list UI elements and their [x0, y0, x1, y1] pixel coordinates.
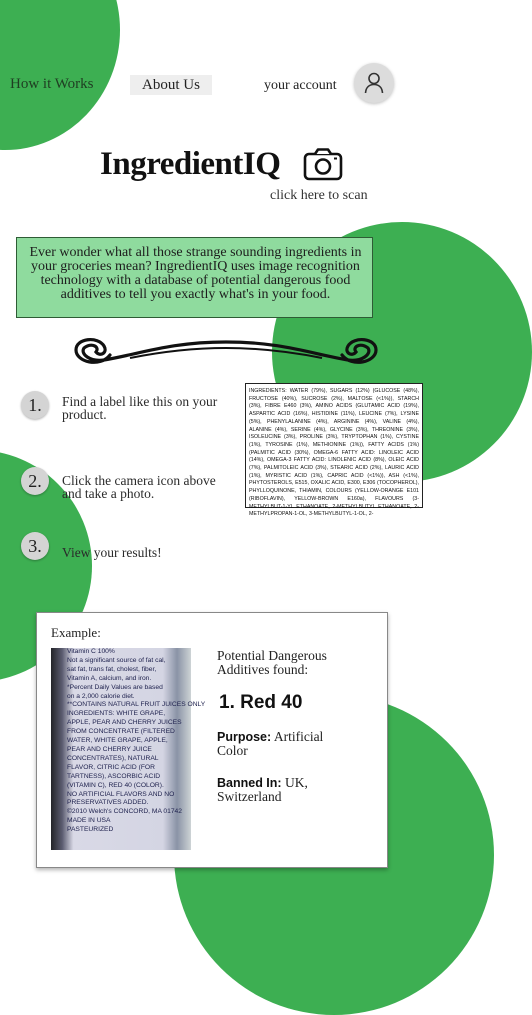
photo-text-line: TARTNESS), ASCORBIC ACID	[67, 772, 161, 780]
photo-text-line: FROM CONCENTRATE (FILTERED	[67, 728, 175, 736]
step-number: 2.	[21, 467, 49, 495]
step-text: View your results!	[62, 545, 162, 560]
camera-icon	[303, 147, 343, 181]
photo-text-line: PASTEURIZED	[67, 826, 114, 834]
photo-text-line: **CONTAINS NATURAL FRUIT JUICES ONLY	[67, 701, 206, 709]
scan-link[interactable]: click here to scan	[270, 188, 368, 203]
example-photo	[51, 648, 206, 850]
brand-logo: IngredientIQ	[100, 146, 281, 182]
photo-text-line: on a 2,000 calorie diet.	[67, 692, 135, 700]
photo-text-line: CONCENTRATES), NATURAL	[67, 754, 159, 762]
photo-text-line: Vitamin A, calcium, and iron.	[67, 674, 152, 682]
nav-account[interactable]: your account	[264, 78, 337, 93]
scan-button[interactable]	[303, 147, 343, 181]
additive-purpose	[217, 730, 347, 758]
decorative-blob	[0, 0, 120, 150]
photo-text-line: FLAVOR, CITRIC ACID (FOR	[67, 763, 155, 771]
additive-banned	[217, 776, 347, 804]
avatar-button[interactable]	[354, 63, 394, 103]
banned-label: Banned In:	[217, 776, 282, 790]
purpose-value: Artificial Color	[217, 729, 324, 758]
photo-text-line: INGREDIENTS: WHITE GRAPE,	[67, 710, 166, 718]
found-title: Potential Dangerous Additives found:	[217, 648, 327, 677]
step-number: 3.	[21, 532, 49, 560]
user-icon	[364, 72, 384, 94]
photo-text-line: ©2010 Welch's CONCORD, MA 01742	[67, 808, 182, 816]
photo-text-line: PRESERVATIVES ADDED.	[67, 799, 149, 807]
additive-name: 1. Red 40	[219, 692, 303, 713]
photo-text-line: MADE IN USA	[67, 817, 111, 825]
photo-text-line: WATER, WHITE GRAPE, APPLE,	[67, 737, 168, 745]
photo-text-line: Not a significant source of fat cal,	[67, 656, 166, 664]
intro-box	[16, 237, 373, 318]
photo-text-line: (VITAMIN C), RED 40 (COLOR).	[67, 781, 164, 789]
photo-text-line: *Percent Daily Values are based	[67, 683, 163, 691]
decorative-flourish	[70, 330, 382, 370]
nav-about-us[interactable]: About Us	[130, 75, 212, 95]
nav-how-it-works[interactable]: How it Works	[10, 76, 94, 92]
example-card	[36, 612, 388, 868]
photo-label-text	[67, 648, 206, 835]
sample-ingredient-label	[245, 383, 423, 518]
photo-text-line: Vitamin C 100%	[67, 648, 115, 655]
photo-text-line: APPLE, PEAR AND CHERRY JUICES	[67, 719, 182, 727]
step-text: Click the camera icon above and take a photo.	[62, 473, 216, 501]
photo-text-line: NO ARTIFICIAL FLAVORS AND NO	[67, 790, 175, 798]
purpose-label: Purpose:	[217, 730, 272, 744]
photo-text-line: PEAR AND CHERRY JUICE	[67, 745, 152, 753]
banned-value: UK, Switzerland	[217, 775, 308, 804]
step-number: 1.	[21, 391, 49, 419]
example-title: Example:	[51, 625, 101, 640]
photo-text-line: sat fat, trans fat, cholest, fiber,	[67, 665, 157, 673]
sample-label-text: INGREDIENTS: WATER (79%), SUGARS (12%) (GLUCOSE (48%), FRUCTOSE (40%), SUCROSE (2%), MALTOSE (<1%)), STARCH (3%), FIBRE E460 (3%), AMINO ACIDS (GLUTAMIC ACID (19%), ASPARTIC ACID (16%), HISTIDINE (11%), LEUCINE (7%), LYSINE (5%), PHENYLALANINE (4%), ARGININE (4%), VALINE (4%), ALANINE (4%), SERINE (4%), GLYCINE (3%), THREONINE (3%), ISOLEUCINE (3%), PROLINE (3%), TRYPTOPHAN (1%), CYSTINE (1%), TYROSINE (1%), METHIONINE (1%)), FATTY ACIDS (1%) (PALMITIC ACID (30%), OMEGA-6 FATTY ACID: LINOLEIC ACID (14%), OMEGA-3 FATTY ACID: LINOLENIC ACID (8%), OLEIC ACID (7%), PALMITOLEIC ACID (3%), STEARIC ACID (2%), LAURIC ACID (1%), MYRISTIC ACID (1%), CAPRIC ACID (<1%)), ASH (<1%), PHYTOSTEROLS, E515, OXALIC ACID, E300, E306 (TOCOPHEROL), PHYLLOQUINONE, THIAMIN, COLOURS (YELLOW-ORANGE E101 (RIBOFLAVIN), YELLOW-BROWN E160a), FLAVOURS (3-METHYLBUT-1-YL ETHANOATE, 2-METHYLBUTYL ETHANOATE, 2-METHYLPROPAN-1-OL, 3-METHYLBUTYL-1-OL, 2-	[249, 388, 419, 518]
intro-text: Ever wonder what all those strange sounding ingredients in your groceries mean? IngredientIQ uses image recognition technology with a database of potential dangerous food additives to tell you exactly what's in your food.	[29, 245, 362, 302]
step-text: Find a label like this on your product.	[62, 394, 218, 422]
